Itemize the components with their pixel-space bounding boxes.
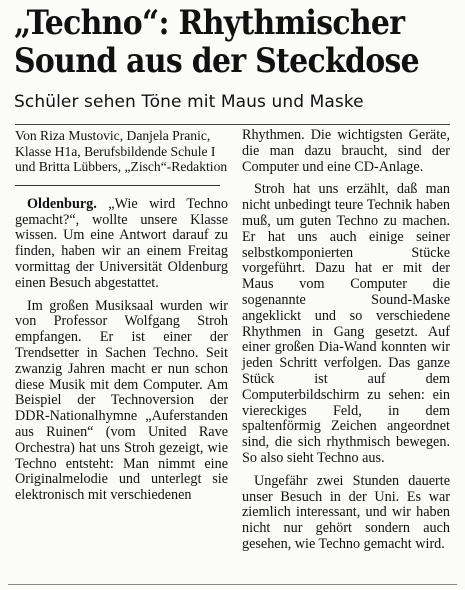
byline-separator: [15, 185, 220, 186]
top-rule: [15, 124, 450, 125]
article-subheadline: Schüler sehen Töne mit Maus und Maske: [14, 92, 364, 112]
headline-line-2: Sound aus der Steckdose: [14, 41, 419, 81]
paragraph-1-text: „Wie wird Techno gemacht?“, wollte unsere Klasse wissen. Um eine Antwort darauf zu finden, haben wir an einem Freitag vormittag der Universität Oldenburg einen Besuch abgestattet.: [15, 195, 228, 291]
paragraph-3: Rhythmen. Die wichtigsten Geräte, die man dazu braucht, sind der Computer und eine CD-Anlage.: [242, 127, 450, 175]
dateline: Oldenburg.: [27, 195, 97, 212]
article-headline: [14, 3, 419, 81]
paragraph-5: Ungefähr zwei Stunden dauerte unser Besuch in der Uni. Es war ziemlich interessant, und wir haben nicht nur gehört sondern auch gesehen, wie Techno gemacht wird.: [242, 472, 450, 552]
headline-line-1: „Techno“: Rhythmischer: [14, 3, 405, 43]
paragraph-4: Stroh hat uns erzählt, daß man nicht unbedingt teure Technik haben muß, um guten Techno zu machen. Er hat uns auch einige seiner selbstkomponierten Stücke vorgeführt. Dazu hat er mit der Maus vom Computer die sogenannte Sound-Maske angeklickt und so verschiedene Rhythmen in Gang gesetzt. Auf einer großen Dia-Wand konnten wir jeden Schritt verfolgen. Das ganze Stück ist auf dem Computerbildschirm zu sehen: ein viereckiges Feld, in dem spaltenförmig Zeichen angeordnet sind, die sich rhythmisch bewegen. So also sieht Techno aus.: [242, 181, 450, 466]
paragraph-2: Im großen Musiksaal wurden wir von Professor Wolfgang Stroh empfangen. Er ist einer der Trendsetter in Sachen Techno. Seit zwanzig Jahren macht er nun schon diese Musik mit dem Computer. Am Beispiel der Technoversion der DDR-Nationalhymne „Auferstanden aus Ruinen“ (vom United Rave Orchestra) hat uns Stroh gezeigt, wie Techno entsteht: Man nimmt eine Originalmelodie und unterlegt sie elektronisch mit verschiedenen: [15, 297, 228, 504]
left-column: [15, 128, 228, 504]
paragraph-1: [15, 197, 228, 292]
byline: Von Riza Mustovic, Danjela Pranic, Klasse H1a, Berufsbildende Schule I und Britta Lübbers, „Zisch“-Redaktion: [15, 128, 228, 175]
bottom-rule: [8, 584, 457, 585]
right-column: [242, 128, 450, 553]
